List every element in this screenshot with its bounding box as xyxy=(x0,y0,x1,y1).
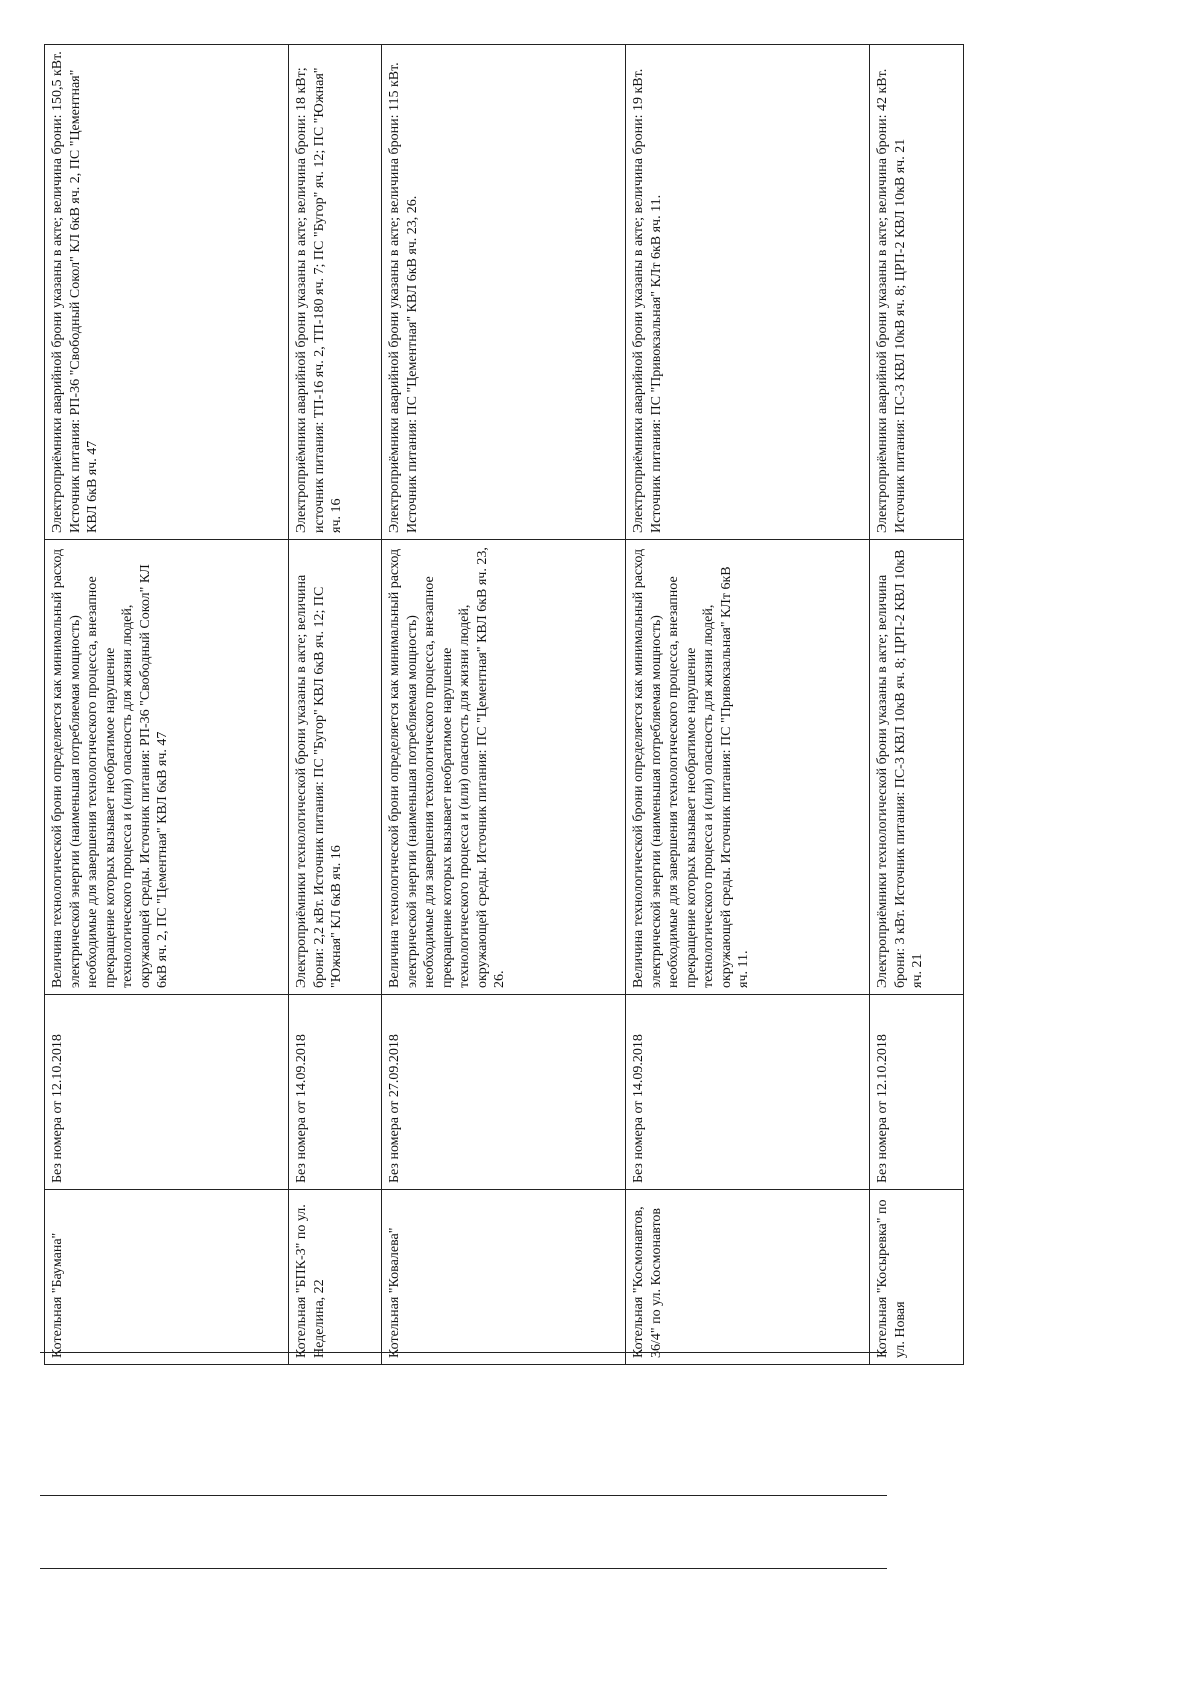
emergency-reserve-cell: Электроприёмники аварийной брони указаны в акте; величина брони: 150,5 кВт. Источник питания: РП-36 "Свободный Сокол" КЛ 6кВ яч. 2, ПС "Цементная" КВЛ 6кВ яч. 47 xyxy=(45,45,289,540)
tech-reserve-cell: Величина технологической брони определяется как минимальный расход электрической энергии (наименьшая потребляемая мощность) необходимые для завершения технологического процесса, внезапное прекращение которых вызывает необратимое нарушение технологического процесса и (или) опасность для жизни людей, окружающей среды. Источник питания: ПС "Привокзальная" КЛт 6кВ яч. 11. xyxy=(626,540,870,995)
horizontal-rule xyxy=(40,1352,887,1353)
reservation-table xyxy=(44,44,964,1365)
table-row xyxy=(45,45,289,1365)
table-row xyxy=(382,45,626,1365)
act-cell: Без номера от 27.09.2018 xyxy=(382,995,626,1190)
emergency-reserve-cell: Электроприёмники аварийной брони указаны в акте; величина брони: 42 кВт. Источник питания: ПС-3 КВЛ 10кВ яч. 8; ЦРП-2 КВЛ 10кВ яч. 21 xyxy=(870,45,964,540)
object-cell: Котельная "Баумана" xyxy=(45,1190,289,1365)
tech-reserve-cell: Величина технологической брони определяется как минимальный расход электрической энергии (наименьшая потребляемая мощность) необходимые для завершения технологического процесса, внезапное прекращение которых вызывает необратимое нарушение технологического процесса и (или) опасность для жизни людей, окружающей среды. Источник питания: ПС "Цементная" КВЛ 6кВ яч. 23, 26. xyxy=(382,540,626,995)
tech-reserve-cell: Электроприёмники технологической брони указаны в акте; величина брони: 2,2 кВт. Источник питания: ПС "Бугор" КВЛ 6кВ яч. 12; ПС "Южная" КЛ 6кВ яч. 16 xyxy=(289,540,382,995)
table-row xyxy=(289,45,382,1365)
act-cell: Без номера от 12.10.2018 xyxy=(45,995,289,1190)
act-cell: Без номера от 14.09.2018 xyxy=(626,995,870,1190)
table-row xyxy=(870,45,964,1365)
object-cell: Котельная "Ковалева" xyxy=(382,1190,626,1365)
act-cell: Без номера от 14.09.2018 xyxy=(289,995,382,1190)
rotated-page-content xyxy=(44,45,964,1365)
object-cell: Котельная "Космонавтов, 36/4" по ул. Космонавтов xyxy=(626,1190,870,1365)
act-cell: Без номера от 12.10.2018 xyxy=(870,995,964,1190)
tech-reserve-cell: Электроприёмники технологической брони указаны в акте; величина брони: 3 кВт. Источник питания: ПС-3 КВЛ 10кВ яч. 8; ЦРП-2 КВЛ 10кВ яч. 21 xyxy=(870,540,964,995)
horizontal-rule xyxy=(40,1568,887,1569)
tech-reserve-cell: Величина технологической брони определяется как минимальный расход электрической энергии (наименьшая потребляемая мощность) необходимые для завершения технологического процесса, внезапное прекращение которых вызывает необратимое нарушение технологического процесса и (или) опасность для жизни людей, окружающей среды. Источник питания: РП-36 "Свободный Сокол" КЛ 6кВ яч. 2, ПС "Цементная" КВЛ 6кВ яч. 47 xyxy=(45,540,289,995)
emergency-reserve-cell: Электроприёмники аварийной брони указаны в акте; величина брони: 18 кВт; источник питания: ТП-16 яч. 2, ТП-180 яч. 7; ПС "Бугор" яч. 12; ПС "Южная" яч. 16 xyxy=(289,45,382,540)
horizontal-rule xyxy=(40,1495,887,1496)
object-cell: Котельная "БПК-3" по ул. Неделина, 22 xyxy=(289,1190,382,1365)
emergency-reserve-cell: Электроприёмники аварийной брони указаны в акте; величина брони: 115 кВт. Источник питания: ПС "Цементная" КВЛ 6кВ яч. 23, 26. xyxy=(382,45,626,540)
emergency-reserve-cell: Электроприёмники аварийной брони указаны в акте; величина брони: 19 кВт. Источник питания: ПС "Привокзальная" КЛт 6кВ яч. 11. xyxy=(626,45,870,540)
table-row xyxy=(626,45,870,1365)
object-cell: Котельная "Косыревка" по ул. Новая xyxy=(870,1190,964,1365)
